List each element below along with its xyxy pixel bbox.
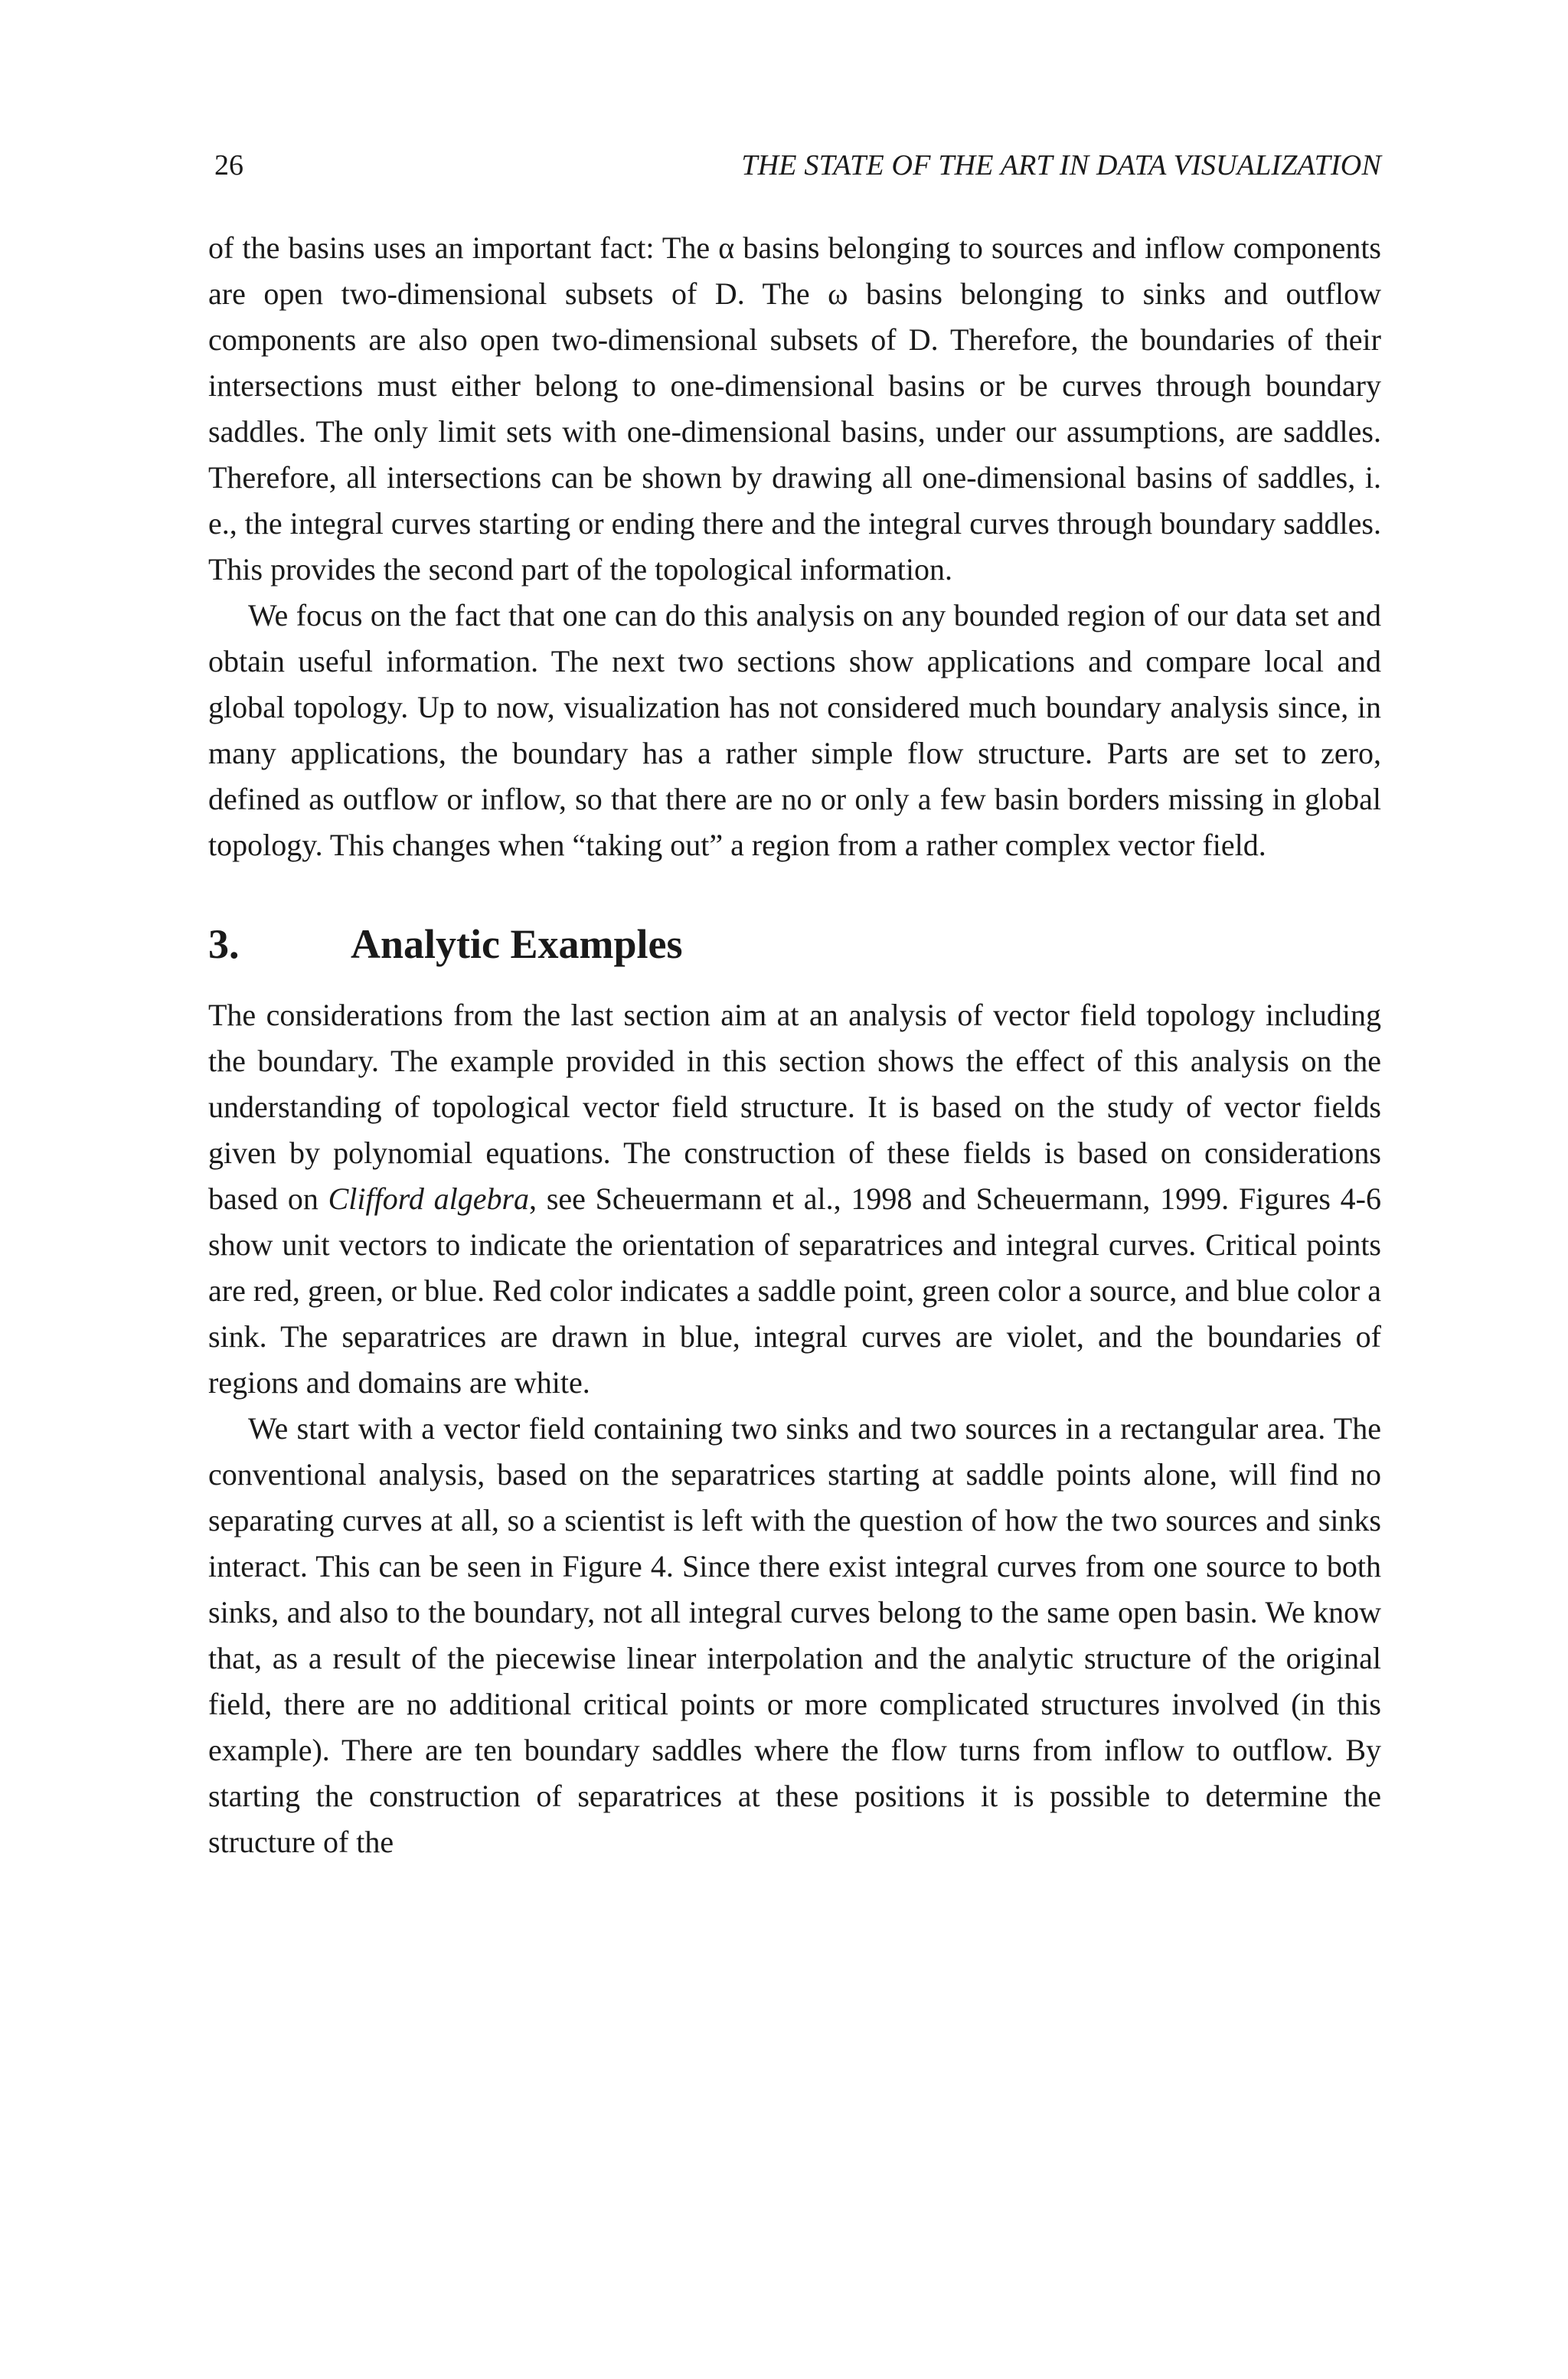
paragraph-considerations-text-start: The considerations from the last section aim at an analysis of vector field topology including the boundary. The example provided in this section shows the effect of this analysis on the understanding of topological vector field structure. It is based on the study of vector fields given by polynomial equations. The construction of these fields is based on considerations based on [208, 998, 1381, 1216]
section-number: 3. [208, 921, 240, 967]
book-page [208, 142, 1381, 1865]
running-header [208, 142, 1381, 188]
paragraph-bounded-region: We focus on the fact that one can do this analysis on any bounded region of our data set and obtain useful information. The next two sections show applications and compare local and global topology. Up to now, visualization has not considered much boundary analysis since, in many applications, the boundary has a rather simple flow structure. Parts are set to zero, defined as outflow or inflow, so that there are no or only a few basin borders missing in global topology. This changes when “taking out” a region from a rather complex vector field. [208, 598, 1381, 862]
section-heading [208, 917, 1381, 971]
paragraph-considerations [208, 992, 1381, 1406]
paragraph-vector-field-example: We start with a vector field containing two sinks and two sources in a rectangular area. The conventional analysis, based on the separatrices starting at saddle points alone, will find no separating curves at all, so a scientist is left with the question of how the two sources and sinks interact. This can be seen in Figure 4. Since there exist integral curves from one source to both sinks, and also to the boundary, not all integral curves belong to the same open basin. We know that, as a result of the piecewise linear interpolation and the analytic structure of the original field, there are no additional critical points or more complicated structures involved (in this example). There are ten boundary saddles where the flow turns from inflow to outflow. By starting the construction of separatrices at these positions it is possible to determine the structure of the [208, 1411, 1381, 1859]
clifford-algebra-term: Clifford algebra [328, 1181, 530, 1216]
page-number: 26 [214, 149, 243, 181]
section-title: Analytic Examples [351, 921, 683, 967]
paragraph-basins-intersections: of the basins uses an important fact: The α basins belonging to sources and inflow components are open two-dimensional subsets of D. The ω basins belonging to sinks and outflow components are also open two-dimensional subsets of D. Therefore, the boundaries of their intersections must either belong to one-dimensional basins or be curves through boundary saddles. The only limit sets with one-dimensional basins, under our assumptions, are saddles. Therefore, all intersections can be shown by drawing all one-dimensional basins of saddles, i. e., the integral curves starting or ending there and the integral curves through boundary saddles. This provides the second part of the topological information. [208, 230, 1381, 587]
paragraph-considerations-text-end: , see Scheuermann et al., 1998 and Scheuermann, 1999. Figures 4-6 show unit vectors to indicate the orientation of separatrices and integral curves. Critical points are red, green, or blue. Red color indicates a saddle point, green color a source, and blue color a sink. The separatrices are drawn in blue, integral curves are violet, and the boundaries of regions and domains are white. [208, 1181, 1382, 1400]
running-title: THE STATE OF THE ART IN DATA VISUALIZATION [741, 149, 1381, 181]
